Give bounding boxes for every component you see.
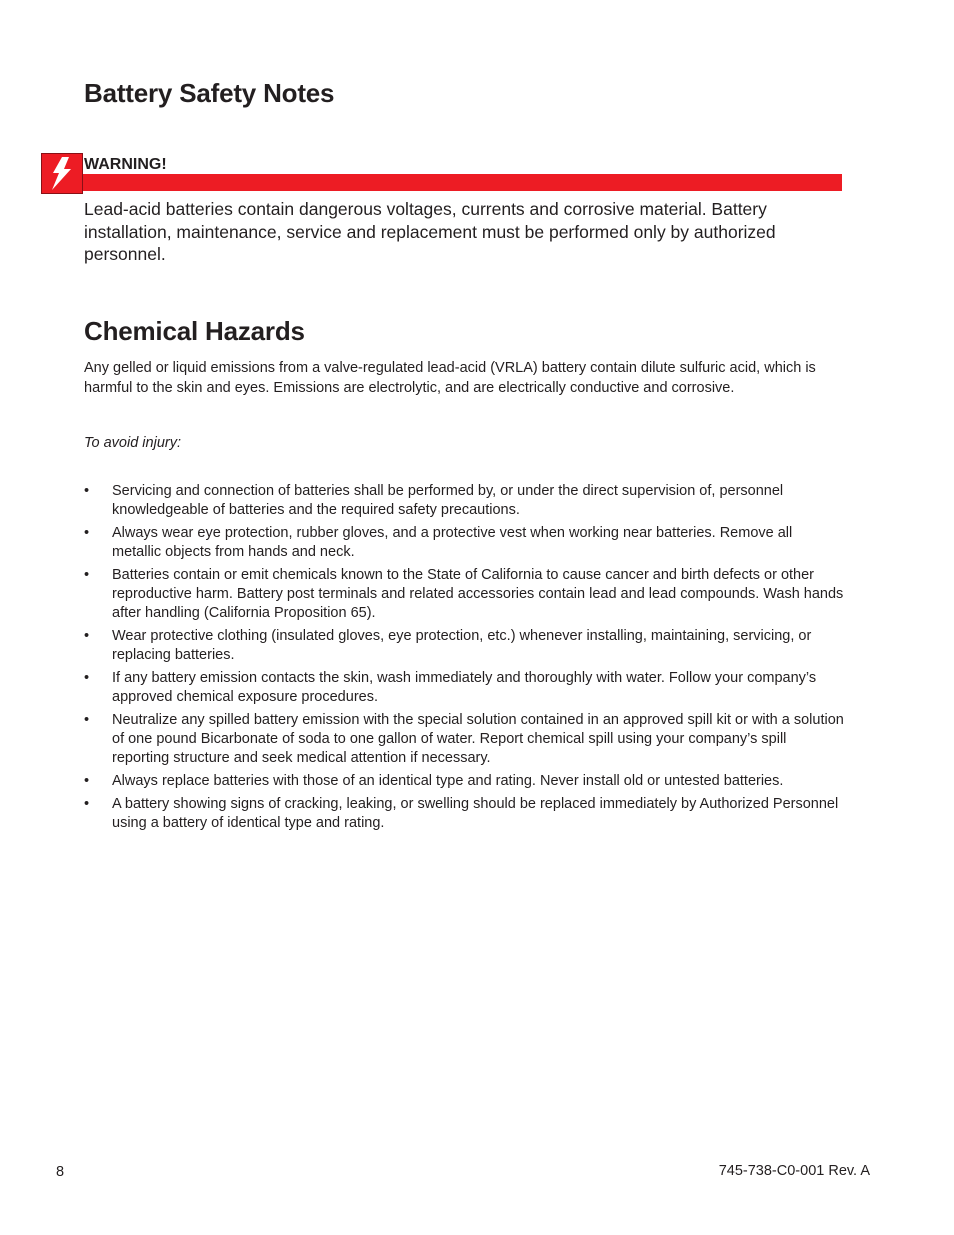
warning-label: WARNING! — [84, 156, 167, 173]
lightning-bolt-icon — [41, 153, 83, 194]
list-item — [84, 669, 844, 707]
list-item-text: If any battery emission contacts the skin, wash immediately and thoroughly with water. Follow your company’s approved chemical exposure procedures. — [112, 670, 817, 705]
list-item — [84, 711, 844, 768]
safety-bullet-list — [84, 482, 844, 837]
bullet-icon: • — [84, 670, 90, 686]
list-item — [84, 772, 844, 791]
bullet-icon: • — [84, 773, 90, 789]
list-item-text: Servicing and connection of batteries shall be performed by, or under the direct supervision of, personnel knowledgeable of batteries and the required safety precautions. — [112, 483, 784, 518]
list-item-text: Wear protective clothing (insulated gloves, eye protection, etc.) whenever installing, maintaining, servicing, or replacing batteries. — [112, 628, 812, 663]
bullet-icon: • — [84, 628, 90, 644]
bullet-icon: • — [84, 525, 90, 541]
list-item-text: Always replace batteries with those of an identical type and rating. Never install old or untested batteries. — [112, 773, 784, 789]
bullet-icon: • — [84, 567, 90, 583]
document-number: 745-738-C0-001 Rev. A — [718, 1163, 870, 1179]
page-number: 8 — [56, 1164, 65, 1180]
section-title-chemical-hazards: Chemical Hazards — [84, 316, 305, 346]
chemical-hazards-intro: Any gelled or liquid emissions from a valve-regulated lead-acid (VRLA) battery contain dilute sulfuric acid, which is harmful to the skin and eyes. Emissions are electrolytic, and are electrically conductive and corrosive. — [84, 360, 816, 396]
page-title: Battery Safety Notes — [84, 78, 335, 108]
avoid-injury-label: To avoid injury: — [84, 435, 181, 451]
list-item — [84, 566, 844, 623]
warning-text: Lead-acid batteries contain dangerous voltages, currents and corrosive material. Battery installation, maintenance, service and replacement must be performed only by authorized personnel. — [84, 199, 776, 264]
bullet-icon: • — [84, 712, 90, 728]
bullet-icon: • — [84, 483, 90, 499]
list-item — [84, 627, 844, 665]
bullet-icon: • — [84, 796, 90, 812]
list-item-text: Neutralize any spilled battery emission with the special solution contained in an approved spill kit or with a solution of one pound Bicarbonate of soda to one gallon of water. Report chemical spill using your company’s spill reporting structure and seek medical attention if necessary. — [112, 712, 844, 766]
list-item — [84, 795, 844, 833]
list-item-text: Always wear eye protection, rubber gloves, and a protective vest when working near batteries. Remove all metallic objects from hands and neck. — [112, 525, 793, 560]
list-item-text: Batteries contain or emit chemicals known to the State of California to cause cancer and birth defects or other reproductive harm. Battery post terminals and related accessories contain lead and lead compounds. Wash hands after handling (California Proposition 65). — [112, 567, 844, 621]
list-item-text: A battery showing signs of cracking, leaking, or swelling should be replaced immediately by Authorized Personnel using a battery of identical type and rating. — [112, 796, 839, 831]
list-item — [84, 482, 844, 520]
warning-bar — [83, 174, 842, 191]
list-item — [84, 524, 844, 562]
